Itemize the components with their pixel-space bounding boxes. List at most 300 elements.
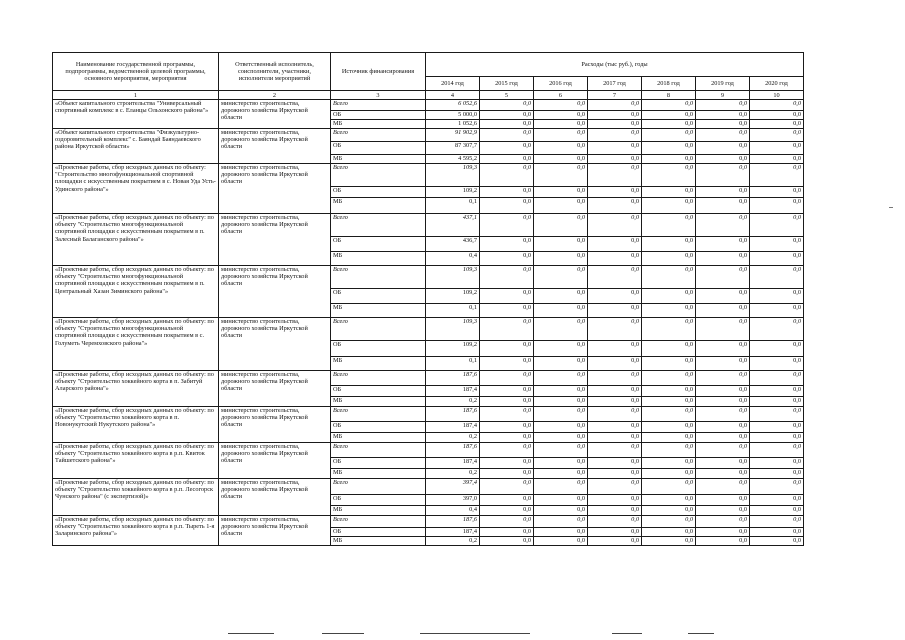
expense-value: 0,0 (696, 458, 750, 469)
expense-value: 0,0 (480, 469, 534, 479)
expense-value: 0,0 (696, 537, 750, 546)
funding-source: ОБ (331, 386, 426, 397)
expense-value: 187,4 (426, 422, 480, 433)
expense-value: 0,0 (750, 187, 804, 198)
expense-value: 0,0 (642, 537, 696, 546)
expense-value: 0,0 (750, 422, 804, 433)
expense-value: 5 000,0 (426, 111, 480, 120)
expense-value: 0,0 (750, 443, 804, 458)
expense-value: 0,0 (480, 443, 534, 458)
funding-source: МБ (331, 120, 426, 129)
expense-value: 0,0 (642, 506, 696, 516)
expense-value: 0,0 (480, 433, 534, 443)
expense-value: 0,0 (642, 252, 696, 266)
funding-source: ОБ (331, 458, 426, 469)
expense-value: 91 902,9 (426, 129, 480, 142)
header-responsible: Ответственный исполнитель, соисполнители, участники, исполнители мероприятий (219, 53, 331, 91)
expense-value: 0,0 (534, 407, 588, 422)
expense-value: 0,0 (696, 495, 750, 506)
expense-value: 0,0 (750, 155, 804, 164)
expense-value: 187,4 (426, 386, 480, 397)
expense-value: 0,0 (696, 516, 750, 528)
expense-value: 0,0 (588, 407, 642, 422)
header-year: 2020 год (750, 76, 804, 90)
expense-value: 0,0 (534, 155, 588, 164)
expense-value: 0,0 (696, 100, 750, 111)
scan-edge-mark (889, 207, 893, 208)
budget-table (52, 52, 804, 546)
expense-value: 0,0 (588, 155, 642, 164)
expense-value: 0,0 (642, 304, 696, 318)
expense-value: 0,0 (534, 537, 588, 546)
measure-name: «Проектные работы, сбор исходных данных по объекту: по объекту "Строительство хоккейного корта в п. Новонукутский Нукутского района"» (53, 407, 219, 443)
footer-rule (688, 633, 714, 634)
expense-value: 0,0 (642, 422, 696, 433)
funding-source: Всего (331, 100, 426, 111)
expense-value: 0,0 (696, 266, 750, 289)
expense-value: 0,0 (642, 111, 696, 120)
expense-value: 0,0 (480, 187, 534, 198)
expense-value: 0,0 (588, 187, 642, 198)
expense-value: 0,0 (642, 142, 696, 155)
funding-source: Всего (331, 516, 426, 528)
expense-value: 0,0 (642, 214, 696, 237)
expense-value: 0,0 (480, 386, 534, 397)
expense-value: 0,0 (696, 111, 750, 120)
expense-value: 0,0 (696, 120, 750, 129)
expense-value: 0,0 (696, 407, 750, 422)
expense-value: 0,0 (642, 129, 696, 142)
expense-value: 0,0 (588, 479, 642, 495)
expense-value: 0,0 (534, 422, 588, 433)
expense-value: 0,0 (480, 537, 534, 546)
expense-value: 0,0 (480, 371, 534, 386)
expense-value: 0,0 (696, 506, 750, 516)
expense-value: 0,0 (696, 371, 750, 386)
expense-value: 0,0 (588, 111, 642, 120)
expense-value: 0,0 (588, 198, 642, 214)
responsible-executor: министерство строительства, дорожного хозяйства Иркутской области (219, 214, 331, 266)
responsible-executor: министерство строительства, дорожного хозяйства Иркутской области (219, 100, 331, 129)
expense-value: 0,0 (642, 318, 696, 341)
expense-value: 0,0 (534, 495, 588, 506)
expense-value: 397,4 (426, 479, 480, 495)
expense-value: 0,0 (534, 237, 588, 252)
header-year: 2018 год (642, 76, 696, 90)
expense-value: 0,0 (750, 214, 804, 237)
measure-name: «Проектные работы, сбор исходных данных по объекту: "Строительство многофункциональной спортивной площадки с искусственным покрытием в с. Новая Уда Усть-Удинского района"» (53, 164, 219, 214)
expense-value: 0,0 (534, 164, 588, 187)
column-number: 7 (588, 91, 642, 100)
expense-value: 0,0 (534, 506, 588, 516)
measure-name: «Объект капитального строительства "Физкультурно-оздоровительный комплекс" с. Баяндай Баяндаевского района Иркутской области» (53, 129, 219, 164)
expense-value: 0,0 (534, 516, 588, 528)
expense-value: 0,0 (642, 289, 696, 304)
expense-value: 0,1 (426, 304, 480, 318)
expense-value: 0,0 (696, 155, 750, 164)
table-row (53, 371, 804, 386)
expense-value: 0,0 (696, 164, 750, 187)
expense-value: 0,0 (696, 198, 750, 214)
header-year: 2014 год (426, 76, 480, 90)
expense-value: 0,0 (696, 528, 750, 537)
expense-value: 0,0 (696, 443, 750, 458)
column-number: 8 (642, 91, 696, 100)
expense-value: 0,0 (534, 397, 588, 407)
expense-value: 0,1 (426, 198, 480, 214)
expense-value: 0,0 (750, 433, 804, 443)
measure-name: «Проектные работы, сбор исходных данных по объекту: по объекту "Строительство хоккейного корта в р.п. Тыреть 1-я Заларинского района"» (53, 516, 219, 546)
expense-value: 0,0 (588, 120, 642, 129)
expense-value: 0,0 (588, 422, 642, 433)
expense-value: 187,4 (426, 458, 480, 469)
expense-value: 0,0 (750, 537, 804, 546)
expense-value: 0,0 (696, 214, 750, 237)
expense-value: 0,0 (480, 458, 534, 469)
footer-rule (612, 633, 642, 634)
expense-value: 0,0 (534, 111, 588, 120)
expense-value: 0,0 (534, 318, 588, 341)
expense-value: 0,0 (642, 407, 696, 422)
expense-value: 0,0 (642, 100, 696, 111)
expense-value: 0,0 (534, 214, 588, 237)
column-number: 3 (331, 91, 426, 100)
measure-name: «Проектные работы, сбор исходных данных по объекту: по объекту "Строительство многофункциональной спортивной площадки с искусственным покрытием в с. Голуметь Черемховского района"» (53, 318, 219, 371)
expense-value: 0,0 (588, 506, 642, 516)
header-expenses: Расходы (тыс руб.), годы (426, 53, 804, 77)
expense-value: 0,0 (642, 120, 696, 129)
responsible-executor: министерство строительства, дорожного хозяйства Иркутской области (219, 266, 331, 318)
expense-value: 0,0 (750, 479, 804, 495)
measure-name: «Проектные работы, сбор исходных данных по объекту: по объекту "Строительство хоккейного корта в р.п. Лесогорск Чунского района" (с экспертизой)» (53, 479, 219, 516)
expense-value: 0,0 (642, 443, 696, 458)
expense-value: 0,2 (426, 433, 480, 443)
funding-source: Всего (331, 479, 426, 495)
table-body (53, 100, 804, 546)
expense-value: 109,3 (426, 318, 480, 341)
expense-value: 0,0 (480, 357, 534, 371)
funding-source: МБ (331, 433, 426, 443)
expense-value: 0,0 (588, 495, 642, 506)
expense-value: 0,0 (696, 479, 750, 495)
funding-source: ОБ (331, 142, 426, 155)
funding-source: МБ (331, 469, 426, 479)
header-year: 2017 год (588, 76, 642, 90)
header-name: Наименование государственной программы, подпрограммы, ведомственной целевой программы, основного мероприятия, мероприятия (53, 53, 219, 91)
expense-value: 0,0 (696, 357, 750, 371)
expense-value: 0,0 (750, 458, 804, 469)
expense-value: 0,0 (642, 164, 696, 187)
expense-value: 6 052,6 (426, 100, 480, 111)
responsible-executor: министерство строительства, дорожного хозяйства Иркутской области (219, 443, 331, 479)
column-number: 10 (750, 91, 804, 100)
expense-value: 0,0 (588, 371, 642, 386)
expense-value: 0,0 (480, 214, 534, 237)
expense-value: 0,0 (480, 495, 534, 506)
column-number: 5 (480, 91, 534, 100)
expense-value: 0,0 (534, 371, 588, 386)
footer-rule (228, 633, 274, 634)
expense-value: 0,0 (534, 198, 588, 214)
expense-value: 109,2 (426, 187, 480, 198)
expense-value: 0,0 (480, 341, 534, 357)
table-row (53, 214, 804, 237)
expense-value: 0,0 (750, 100, 804, 111)
expense-value: 0,0 (642, 397, 696, 407)
funding-source: Всего (331, 318, 426, 341)
expense-value: 0,0 (588, 458, 642, 469)
expense-value: 0,0 (642, 516, 696, 528)
expense-value: 0,0 (588, 516, 642, 528)
expense-value: 0,0 (588, 318, 642, 341)
responsible-executor: министерство строительства, дорожного хозяйства Иркутской области (219, 318, 331, 371)
expense-value: 0,0 (588, 443, 642, 458)
expense-value: 0,4 (426, 252, 480, 266)
expense-value: 0,0 (750, 304, 804, 318)
header-year: 2015 год (480, 76, 534, 90)
expense-value: 0,0 (750, 397, 804, 407)
expense-value: 0,0 (750, 341, 804, 357)
expense-value: 0,0 (480, 516, 534, 528)
expense-value: 0,0 (750, 386, 804, 397)
expense-value: 0,0 (642, 433, 696, 443)
expense-value: 0,0 (642, 187, 696, 198)
funding-source: ОБ (331, 289, 426, 304)
expense-value: 0,0 (534, 443, 588, 458)
expense-value: 0,0 (588, 129, 642, 142)
expense-value: 0,0 (480, 479, 534, 495)
expense-value: 397,0 (426, 495, 480, 506)
expense-value: 0,0 (480, 142, 534, 155)
column-number: 4 (426, 91, 480, 100)
table-row (53, 443, 804, 458)
expense-value: 4 595,2 (426, 155, 480, 164)
expense-value: 0,0 (750, 371, 804, 386)
table-row (53, 516, 804, 528)
expense-value: 0,0 (642, 266, 696, 289)
expense-value: 0,0 (480, 266, 534, 289)
expense-value: 0,0 (750, 495, 804, 506)
expense-value: 0,0 (480, 111, 534, 120)
column-number: 9 (696, 91, 750, 100)
expense-value: 0,0 (750, 469, 804, 479)
expense-value: 0,0 (750, 357, 804, 371)
expense-value: 0,4 (426, 506, 480, 516)
expense-value: 0,0 (696, 433, 750, 443)
expense-value: 1 052,6 (426, 120, 480, 129)
table-row (53, 479, 804, 495)
expense-value: 109,2 (426, 289, 480, 304)
expense-value: 0,0 (480, 304, 534, 318)
expense-value: 0,0 (750, 407, 804, 422)
expense-value: 109,2 (426, 341, 480, 357)
table-row (53, 164, 804, 187)
expense-value: 0,0 (642, 469, 696, 479)
expense-value: 436,7 (426, 237, 480, 252)
funding-source: ОБ (331, 111, 426, 120)
funding-source: МБ (331, 357, 426, 371)
funding-source: МБ (331, 397, 426, 407)
expense-value: 0,0 (588, 142, 642, 155)
expense-value: 0,0 (480, 129, 534, 142)
table-row (53, 318, 804, 341)
expense-value: 437,1 (426, 214, 480, 237)
expense-value: 0,0 (588, 341, 642, 357)
responsible-executor: министерство строительства, дорожного хозяйства Иркутской области (219, 407, 331, 443)
expense-value: 0,0 (480, 318, 534, 341)
expense-value: 0,0 (534, 129, 588, 142)
expense-value: 0,0 (750, 111, 804, 120)
expense-value: 0,0 (642, 357, 696, 371)
expense-value: 0,0 (750, 266, 804, 289)
expense-value: 0,0 (480, 397, 534, 407)
expense-value: 187,6 (426, 516, 480, 528)
header-year: 2016 год (534, 76, 588, 90)
expense-value: 187,4 (426, 528, 480, 537)
funding-source: Всего (331, 214, 426, 237)
expense-value: 187,6 (426, 443, 480, 458)
measure-name: «Проектные работы, сбор исходных данных по объекту: по объекту "Строительство многофункциональной спортивной площадки с искусственным покрытием в п. Центральный Хазан Зиминского района"» (53, 266, 219, 318)
measure-name: «Проектные работы, сбор исходных данных по объекту: по объекту "Строительство многофункциональной спортивной площадки с искусственным покрытием в п. Залесный Балаганского района"» (53, 214, 219, 266)
expense-value: 0,0 (534, 479, 588, 495)
expense-value: 0,0 (480, 155, 534, 164)
expense-value: 0,0 (696, 341, 750, 357)
expense-value: 0,0 (588, 237, 642, 252)
expense-value: 0,0 (750, 120, 804, 129)
funding-source: Всего (331, 443, 426, 458)
expense-value: 0,0 (534, 120, 588, 129)
expense-value: 0,0 (588, 357, 642, 371)
funding-source: ОБ (331, 495, 426, 506)
expense-value: 0,0 (534, 100, 588, 111)
expense-value: 0,0 (480, 252, 534, 266)
expense-value: 0,0 (588, 304, 642, 318)
expense-value: 0,0 (588, 164, 642, 187)
expense-value: 0,0 (588, 386, 642, 397)
header-year: 2019 год (696, 76, 750, 90)
responsible-executor: министерство строительства, дорожного хозяйства Иркутской области (219, 164, 331, 214)
table-row (53, 407, 804, 422)
funding-source: ОБ (331, 528, 426, 537)
table-row (53, 129, 804, 142)
expense-value: 0,0 (750, 129, 804, 142)
expense-value: 0,0 (642, 386, 696, 397)
expense-value: 0,0 (750, 252, 804, 266)
funding-source: ОБ (331, 341, 426, 357)
expense-value: 0,2 (426, 469, 480, 479)
expense-value: 0,0 (642, 528, 696, 537)
expense-value: 0,0 (750, 237, 804, 252)
expense-value: 109,3 (426, 164, 480, 187)
expense-value: 187,6 (426, 371, 480, 386)
expense-value: 0,0 (588, 433, 642, 443)
expense-value: 0,0 (696, 304, 750, 318)
expense-value: 0,0 (696, 422, 750, 433)
responsible-executor: министерство строительства, дорожного хозяйства Иркутской области (219, 129, 331, 164)
funding-source: ОБ (331, 237, 426, 252)
expense-value: 0,0 (534, 187, 588, 198)
expense-value: 0,0 (588, 397, 642, 407)
expense-value: 0,0 (642, 341, 696, 357)
expense-value: 0,0 (534, 252, 588, 266)
expense-value: 0,0 (534, 357, 588, 371)
funding-source: Всего (331, 407, 426, 422)
expense-value: 0,0 (696, 129, 750, 142)
expense-value: 0,0 (750, 164, 804, 187)
column-number: 1 (53, 91, 219, 100)
expense-value: 0,0 (696, 142, 750, 155)
expense-value: 0,0 (642, 479, 696, 495)
funding-source: ОБ (331, 422, 426, 433)
funding-source: МБ (331, 537, 426, 546)
expense-value: 0,0 (480, 407, 534, 422)
expense-value: 0,0 (534, 341, 588, 357)
expense-value: 0,0 (642, 458, 696, 469)
funding-source: Всего (331, 164, 426, 187)
expense-value: 0,0 (480, 528, 534, 537)
expense-value: 0,0 (480, 120, 534, 129)
expense-value: 0,0 (642, 237, 696, 252)
expense-value: 187,6 (426, 407, 480, 422)
funding-source: Всего (331, 371, 426, 386)
expense-value: 0,0 (480, 237, 534, 252)
responsible-executor: министерство строительства, дорожного хозяйства Иркутской области (219, 479, 331, 516)
expense-value: 0,0 (750, 506, 804, 516)
table-row (53, 266, 804, 289)
expense-value: 0,0 (480, 506, 534, 516)
expense-value: 0,0 (696, 237, 750, 252)
expense-value: 0,0 (696, 252, 750, 266)
expense-value: 0,0 (534, 266, 588, 289)
expense-value: 0,2 (426, 397, 480, 407)
expense-value: 0,0 (480, 289, 534, 304)
expense-value: 0,0 (696, 469, 750, 479)
expense-value: 0,0 (480, 198, 534, 214)
expense-value: 0,0 (696, 318, 750, 341)
expense-value: 0,0 (588, 469, 642, 479)
expense-value: 0,0 (588, 100, 642, 111)
expense-value: 0,0 (534, 304, 588, 318)
expense-value: 0,0 (588, 528, 642, 537)
expense-value: 0,0 (534, 142, 588, 155)
measure-name: «Объект капитального строительства "Универсальный спортивный комплекс в с. Еланцы Ольхонского района"» (53, 100, 219, 129)
funding-source: МБ (331, 155, 426, 164)
funding-source: Всего (331, 266, 426, 289)
expense-value: 0,1 (426, 357, 480, 371)
expense-value: 0,0 (534, 528, 588, 537)
column-number: 2 (219, 91, 331, 100)
funding-source: МБ (331, 252, 426, 266)
responsible-executor: министерство строительства, дорожного хозяйства Иркутской области (219, 371, 331, 407)
expense-value: 0,0 (642, 495, 696, 506)
expense-value: 0,0 (534, 469, 588, 479)
table-row (53, 100, 804, 111)
expense-value: 0,0 (750, 516, 804, 528)
measure-name: «Проектные работы, сбор исходных данных по объекту: по объекту "Строительство хоккейного корта в п. Забитуй Аларского района"» (53, 371, 219, 407)
expense-value: 0,2 (426, 537, 480, 546)
expense-value: 0,0 (642, 198, 696, 214)
expense-value: 0,0 (696, 187, 750, 198)
expense-value: 0,0 (750, 289, 804, 304)
expense-value: 0,0 (642, 371, 696, 386)
expense-value: 0,0 (750, 198, 804, 214)
expense-value: 0,0 (534, 458, 588, 469)
funding-source: МБ (331, 304, 426, 318)
expense-value: 0,0 (588, 252, 642, 266)
funding-source: Всего (331, 129, 426, 142)
expense-value: 0,0 (588, 266, 642, 289)
expense-value: 0,0 (588, 289, 642, 304)
